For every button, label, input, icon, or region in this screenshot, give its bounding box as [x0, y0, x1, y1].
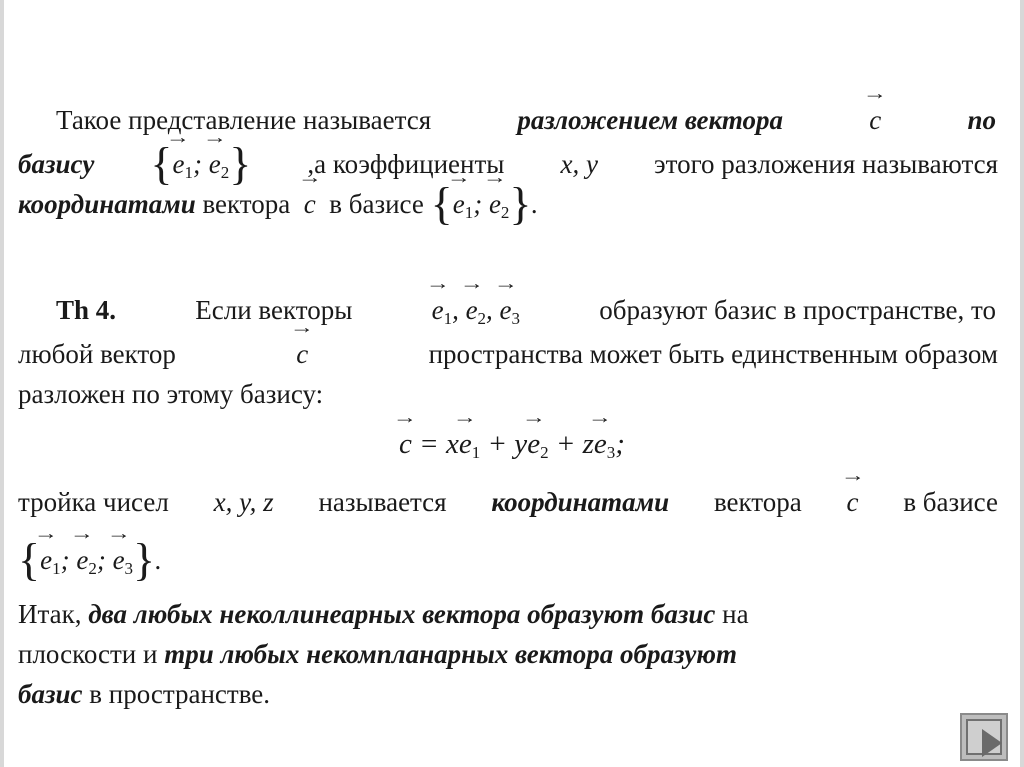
text: плоскости и [18, 639, 158, 669]
theorem-line3: разложен по этому базису: [18, 379, 324, 409]
coords-xyz: x, y, z [213, 487, 274, 517]
vectors-e1-e2-e3: → $e_1$, → $e_2$, → $e_3$ [432, 292, 520, 328]
para1-line2 [18, 138, 998, 189]
text: ,а коэффициенты [307, 149, 505, 179]
para1-line1 [18, 102, 996, 138]
basis-e1-e2: {→ $e_1$; → $e_2$}. [431, 189, 539, 219]
text: Если векторы [195, 295, 353, 325]
para1-line3 [18, 178, 998, 229]
left-frame-edge [0, 0, 4, 767]
text: в базисе [329, 189, 424, 219]
term-coordinates: координатами [18, 189, 196, 219]
statement-two-vectors: два любых неколлинеарных вектора образуют базис [88, 599, 716, 629]
text: по [967, 105, 996, 135]
vector-c: → c [296, 336, 308, 372]
statement-three-vectors: три любых некомпланарных вектора образуют [164, 639, 738, 669]
text: называется [318, 487, 447, 517]
term-decomposition: разложением вектора [517, 105, 784, 135]
text: любой вектор [18, 339, 176, 369]
decomposition-formula: → $c = x\to e_1 + y\to e_2 + z\to e_3$; [0, 426, 1024, 462]
coords-xy: x, y [560, 149, 598, 179]
theorem-label: Th 4. [56, 295, 117, 325]
para4-line2 [18, 636, 998, 672]
term-basis: базису [18, 149, 95, 179]
para4-line3 [18, 676, 998, 712]
play-triangle-icon [982, 729, 1002, 757]
next-slide-button[interactable] [960, 713, 1008, 761]
text: Итак, [18, 599, 82, 629]
text: в базисе [903, 487, 998, 517]
text: тройка чисел [18, 487, 169, 517]
basis-e1-e2: {→ $e_1$; → $e_2$} [150, 146, 251, 182]
vector-c: → c [304, 186, 316, 222]
para4-line1 [18, 596, 998, 632]
text: пространства может быть единственным образом [428, 339, 998, 369]
vector-c: → c [847, 484, 859, 520]
theorem-line1 [18, 292, 996, 328]
text: на [722, 599, 749, 629]
right-frame-edge [1020, 0, 1024, 767]
vector-c: → c [869, 102, 881, 138]
text: в пространстве. [89, 679, 271, 709]
term-coordinates: координатами [491, 487, 670, 517]
text: вектора [713, 487, 802, 517]
text: этого разложения называются [654, 149, 998, 179]
next-slide-button-face[interactable] [966, 719, 1002, 755]
basis-e1-e2-e3: {→ $e_1$; → $e_2$; → $e_3$}. [18, 542, 998, 578]
term-basis: базис [18, 679, 83, 709]
theorem-line2 [18, 336, 998, 372]
text: вектора [202, 189, 291, 219]
text: образуют базис в пространстве, то [599, 295, 996, 325]
text: Такое представление называется [56, 105, 432, 135]
para3-line1 [18, 484, 998, 520]
